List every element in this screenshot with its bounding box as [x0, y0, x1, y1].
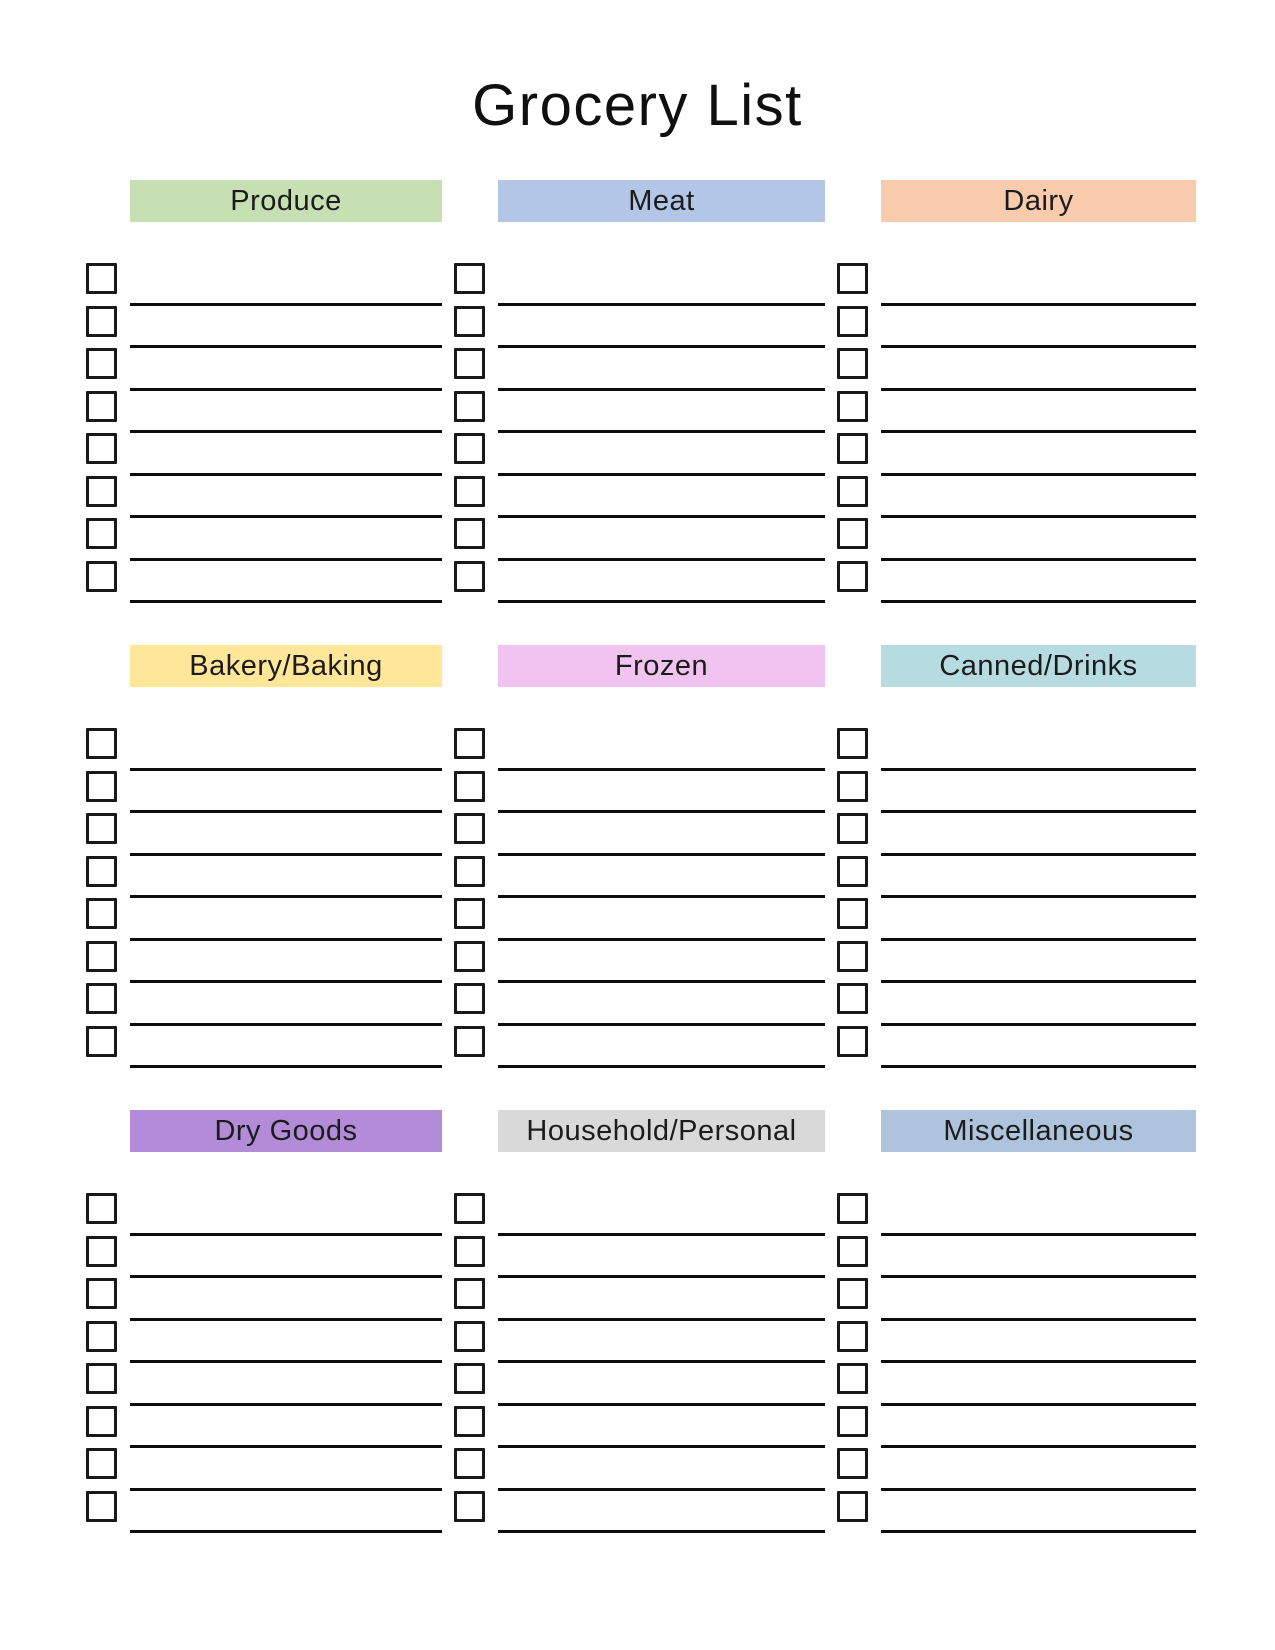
item-row [837, 898, 1196, 941]
item-row [454, 561, 825, 604]
section-rows [837, 1193, 1196, 1533]
item-checkbox[interactable] [86, 263, 117, 294]
item-row [454, 476, 825, 519]
item-checkbox[interactable] [86, 1026, 117, 1057]
item-checkbox[interactable] [86, 1491, 117, 1522]
item-checkbox[interactable] [86, 1448, 117, 1479]
item-row [837, 476, 1196, 519]
item-row [454, 728, 825, 771]
section-header [498, 1110, 825, 1152]
item-row [454, 813, 825, 856]
item-checkbox[interactable] [837, 813, 868, 844]
item-row [86, 856, 442, 899]
item-row [837, 941, 1196, 984]
item-row [86, 898, 442, 941]
item-checkbox[interactable] [837, 1026, 868, 1057]
item-checkbox[interactable] [454, 1321, 485, 1352]
item-row [86, 1236, 442, 1279]
item-line[interactable] [881, 1530, 1196, 1533]
item-row [86, 1193, 442, 1236]
item-checkbox[interactable] [454, 263, 485, 294]
item-row [454, 1278, 825, 1321]
item-checkbox[interactable] [837, 476, 868, 507]
section-header [881, 645, 1196, 687]
item-row [837, 518, 1196, 561]
item-checkbox[interactable] [86, 771, 117, 802]
item-checkbox[interactable] [86, 433, 117, 464]
item-checkbox[interactable] [454, 983, 485, 1014]
section-canned-drinks [837, 645, 1196, 1068]
item-line[interactable] [498, 1065, 825, 1068]
item-checkbox[interactable] [837, 983, 868, 1014]
section-label: Dry Goods [214, 1114, 358, 1147]
item-checkbox[interactable] [837, 1236, 868, 1267]
item-row [837, 1321, 1196, 1364]
item-row [837, 856, 1196, 899]
item-row [454, 856, 825, 899]
item-checkbox[interactable] [86, 518, 117, 549]
item-row [837, 1026, 1196, 1069]
item-row [86, 263, 442, 306]
section-meat [454, 180, 825, 603]
item-row [454, 306, 825, 349]
item-row [454, 983, 825, 1026]
item-row [86, 1321, 442, 1364]
section-dairy [837, 180, 1196, 603]
item-checkbox[interactable] [454, 1406, 485, 1437]
item-row [454, 391, 825, 434]
item-checkbox[interactable] [454, 1491, 485, 1522]
item-checkbox[interactable] [837, 391, 868, 422]
section-rows [86, 728, 442, 1068]
item-row [837, 391, 1196, 434]
section-label: Produce [230, 184, 342, 217]
section-header [881, 1110, 1196, 1152]
item-checkbox[interactable] [837, 941, 868, 972]
item-row [837, 771, 1196, 814]
section-dry-goods [86, 1110, 442, 1533]
item-row [86, 306, 442, 349]
item-checkbox[interactable] [86, 1406, 117, 1437]
item-row [454, 898, 825, 941]
item-line[interactable] [130, 600, 442, 603]
section-label: Household/Personal [526, 1114, 797, 1147]
item-checkbox[interactable] [86, 306, 117, 337]
item-row [454, 1363, 825, 1406]
section-frozen [454, 645, 825, 1068]
item-checkbox[interactable] [454, 813, 485, 844]
item-row [837, 1236, 1196, 1279]
item-row [86, 1363, 442, 1406]
item-checkbox[interactable] [86, 983, 117, 1014]
item-line[interactable] [881, 600, 1196, 603]
item-checkbox[interactable] [454, 433, 485, 464]
item-row [837, 983, 1196, 1026]
item-checkbox[interactable] [86, 1236, 117, 1267]
section-rows [454, 263, 825, 603]
item-row [86, 941, 442, 984]
section-produce [86, 180, 442, 603]
item-row [837, 306, 1196, 349]
item-checkbox[interactable] [837, 1448, 868, 1479]
item-checkbox[interactable] [454, 1363, 485, 1394]
item-checkbox[interactable] [454, 1026, 485, 1057]
section-label: Bakery/Baking [189, 649, 383, 682]
item-checkbox[interactable] [86, 941, 117, 972]
item-row [86, 1491, 442, 1534]
item-checkbox[interactable] [837, 1321, 868, 1352]
item-checkbox[interactable] [837, 263, 868, 294]
page-title: Grocery List [472, 73, 803, 138]
item-row [837, 263, 1196, 306]
item-row [454, 1406, 825, 1449]
item-checkbox[interactable] [454, 1236, 485, 1267]
item-row [837, 1363, 1196, 1406]
item-row [837, 433, 1196, 476]
item-row [86, 561, 442, 604]
section-header [130, 180, 442, 222]
item-row [454, 433, 825, 476]
item-checkbox[interactable] [454, 561, 485, 592]
section-bakery-baking [86, 645, 442, 1068]
item-checkbox[interactable] [454, 1278, 485, 1309]
item-row [86, 348, 442, 391]
item-checkbox[interactable] [837, 771, 868, 802]
item-checkbox[interactable] [837, 856, 868, 887]
section-header [498, 645, 825, 687]
category-grid [86, 180, 1196, 1533]
item-checkbox[interactable] [454, 391, 485, 422]
item-checkbox[interactable] [454, 476, 485, 507]
item-checkbox[interactable] [837, 348, 868, 379]
item-line[interactable] [130, 1065, 442, 1068]
item-row [837, 1406, 1196, 1449]
item-checkbox[interactable] [86, 813, 117, 844]
item-line[interactable] [498, 1530, 825, 1533]
item-checkbox[interactable] [86, 561, 117, 592]
item-checkbox[interactable] [454, 771, 485, 802]
item-row [454, 1321, 825, 1364]
item-checkbox[interactable] [86, 856, 117, 887]
item-checkbox[interactable] [454, 518, 485, 549]
section-label: Frozen [614, 649, 709, 682]
item-line[interactable] [881, 1065, 1196, 1068]
item-checkbox[interactable] [454, 856, 485, 887]
item-row [86, 391, 442, 434]
section-household-personal [454, 1110, 825, 1533]
section-label: Canned/Drinks [939, 649, 1138, 682]
item-checkbox[interactable] [837, 1363, 868, 1394]
item-line[interactable] [130, 1530, 442, 1533]
item-row [837, 1448, 1196, 1491]
item-checkbox[interactable] [837, 728, 868, 759]
item-checkbox[interactable] [86, 1321, 117, 1352]
item-checkbox[interactable] [454, 728, 485, 759]
section-rows [837, 263, 1196, 603]
item-row [454, 518, 825, 561]
item-row [86, 476, 442, 519]
item-row [837, 813, 1196, 856]
item-row [454, 1448, 825, 1491]
item-checkbox[interactable] [837, 1278, 868, 1309]
item-checkbox[interactable] [86, 728, 117, 759]
item-checkbox[interactable] [86, 348, 117, 379]
item-row [454, 771, 825, 814]
item-row [454, 1236, 825, 1279]
item-row [86, 1448, 442, 1491]
item-checkbox[interactable] [837, 1193, 868, 1224]
item-checkbox[interactable] [454, 348, 485, 379]
item-row [837, 1491, 1196, 1534]
item-row [86, 433, 442, 476]
item-checkbox[interactable] [837, 561, 868, 592]
item-row [86, 728, 442, 771]
item-checkbox[interactable] [837, 306, 868, 337]
section-label: Meat [628, 184, 695, 217]
item-row [86, 813, 442, 856]
item-checkbox[interactable] [86, 476, 117, 507]
item-row [454, 263, 825, 306]
item-row [454, 348, 825, 391]
item-row [454, 1193, 825, 1236]
item-line[interactable] [498, 600, 825, 603]
item-checkbox[interactable] [86, 391, 117, 422]
item-checkbox[interactable] [86, 1363, 117, 1394]
item-row [86, 1406, 442, 1449]
item-checkbox[interactable] [454, 1193, 485, 1224]
item-row [837, 1278, 1196, 1321]
item-row [86, 983, 442, 1026]
section-label: Miscellaneous [943, 1114, 1134, 1147]
section-label: Dairy [1003, 184, 1074, 217]
section-rows [454, 728, 825, 1068]
item-checkbox[interactable] [837, 1491, 868, 1522]
section-header [130, 1110, 442, 1152]
section-header [881, 180, 1196, 222]
item-row [454, 1026, 825, 1069]
item-row [86, 1026, 442, 1069]
item-row [837, 348, 1196, 391]
section-header [498, 180, 825, 222]
item-row [86, 518, 442, 561]
item-row [837, 728, 1196, 771]
item-row [454, 941, 825, 984]
section-rows [86, 263, 442, 603]
item-checkbox[interactable] [454, 306, 485, 337]
section-rows [454, 1193, 825, 1533]
item-row [86, 771, 442, 814]
item-row [454, 1491, 825, 1534]
item-checkbox[interactable] [837, 433, 868, 464]
item-checkbox[interactable] [454, 898, 485, 929]
item-checkbox[interactable] [86, 1278, 117, 1309]
section-rows [86, 1193, 442, 1533]
item-row [86, 1278, 442, 1321]
item-checkbox[interactable] [86, 898, 117, 929]
item-checkbox[interactable] [454, 941, 485, 972]
section-miscellaneous [837, 1110, 1196, 1533]
section-header [130, 645, 442, 687]
section-rows [837, 728, 1196, 1068]
item-checkbox[interactable] [837, 1406, 868, 1437]
item-row [837, 1193, 1196, 1236]
item-checkbox[interactable] [454, 1448, 485, 1479]
item-row [837, 561, 1196, 604]
item-checkbox[interactable] [837, 898, 868, 929]
item-checkbox[interactable] [837, 518, 868, 549]
item-checkbox[interactable] [86, 1193, 117, 1224]
